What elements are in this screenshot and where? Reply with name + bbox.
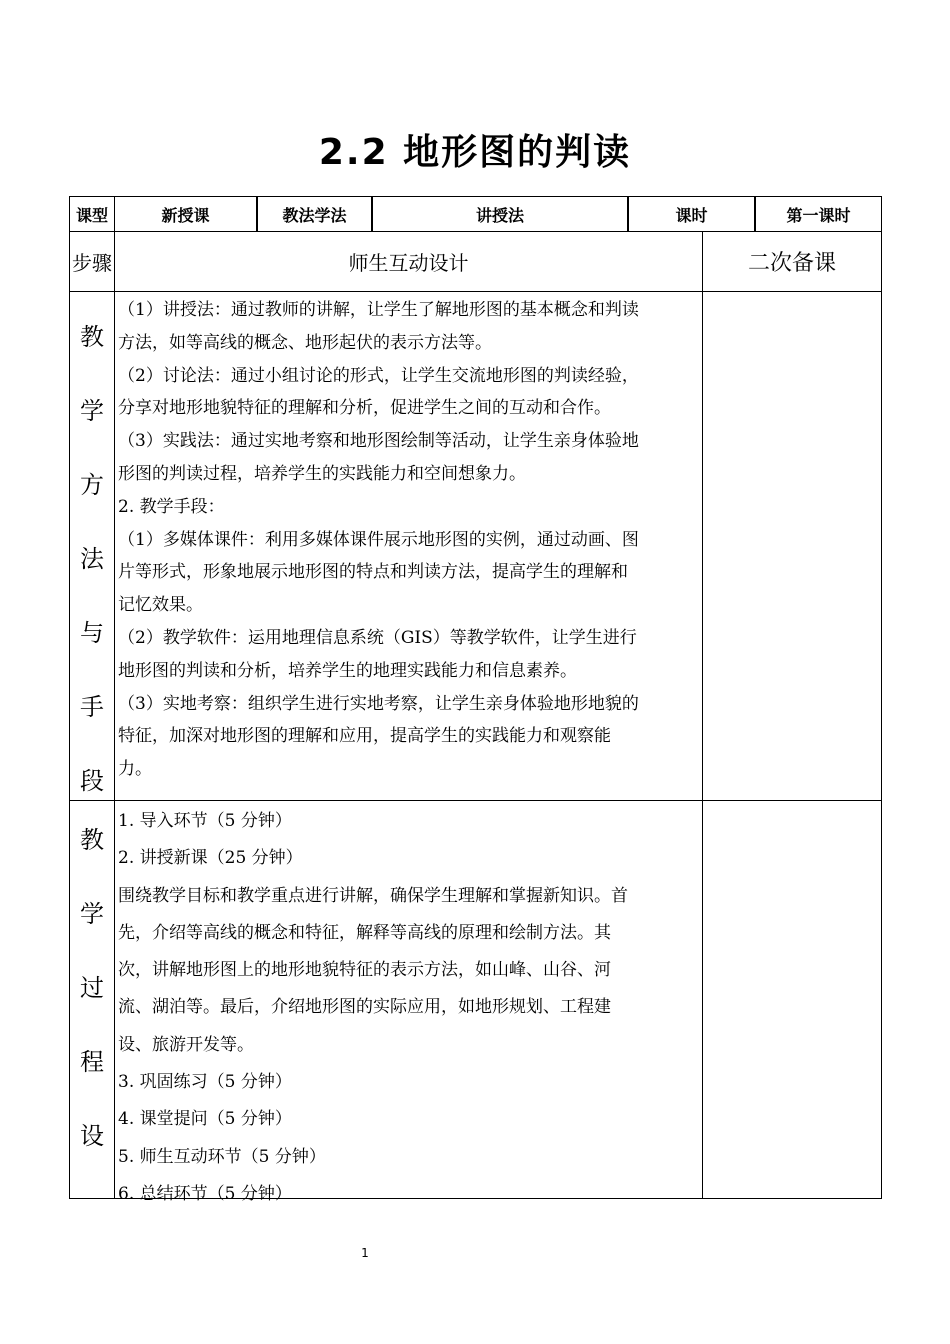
content-line: 特征，加深对地形图的理解和应用，提高学生的实践能力和观察能 — [118, 726, 611, 747]
content-line: 5. 师生互动环节（5 分钟） — [118, 1146, 326, 1167]
process-label-char: 学 — [80, 900, 104, 928]
content-line: 2. 教学手段： — [118, 496, 225, 517]
content-line: 力。 — [118, 759, 152, 780]
methods-label-char: 与 — [80, 619, 104, 647]
methods-label-char: 方 — [80, 471, 104, 499]
content-line: 1. 导入环节（5 分钟） — [118, 811, 292, 831]
second-prep-header: 二次备课 — [702, 231, 882, 292]
method-label: 教法学法 — [257, 196, 372, 232]
period-value: 第一课时 — [755, 196, 882, 232]
process-label-char: 过 — [80, 974, 104, 1002]
content-line: 先，介绍等高线的概念和特征，解释等高线的原理和绘制方法。其 — [118, 922, 611, 943]
page-number: 1 — [361, 1246, 369, 1260]
process-notes — [702, 800, 882, 1199]
content-line: 片等形式，形象地展示地形图的特点和判读方法，提高学生的理解和 — [118, 562, 628, 583]
content-line: 分享对地形地貌特征的理解和分析，促进学生之间的互动和合作。 — [118, 398, 611, 419]
process-label — [69, 800, 115, 1199]
methods-label-char: 教 — [80, 323, 104, 351]
process-label-char: 教 — [80, 826, 104, 854]
page-title: 2.2 地形图的判读 — [318, 132, 632, 173]
content-line: （1）多媒体课件：利用多媒体课件展示地形图的实例，通过动画、图 — [118, 529, 639, 550]
methods-label-char: 段 — [80, 767, 104, 795]
lesson-type-label: 课型 — [69, 196, 115, 232]
design-header: 师生互动设计 — [114, 231, 703, 292]
method-value: 讲授法 — [372, 196, 628, 232]
methods-content — [114, 291, 703, 801]
content-line: 设、旅游开发等。 — [118, 1034, 254, 1055]
content-line: 4. 课堂提问（5 分钟） — [118, 1109, 292, 1130]
content-line: 地形图的判读和分析，培养学生的地理实践能力和信息素养。 — [118, 660, 577, 681]
content-line: 次，讲解地形图上的地形地貌特征的表示方法，如山峰、山谷、河 — [118, 960, 611, 981]
methods-label-char: 学 — [80, 397, 104, 425]
lesson-type-value: 新授课 — [114, 196, 257, 232]
process-content — [114, 800, 703, 1204]
content-line: （2）讨论法：通过小组讨论的形式，让学生交流地形图的判读经验， — [118, 365, 639, 386]
content-line: 围绕教学目标和教学重点进行讲解，确保学生理解和掌握新知识。首 — [118, 885, 628, 906]
content-line: 2. 讲授新课（25 分钟） — [118, 848, 303, 869]
methods-notes — [702, 291, 882, 801]
period-label: 课时 — [628, 196, 755, 232]
content-line: （3）实地考察：组织学生进行实地考察，让学生亲身体验地形地貌的 — [118, 693, 639, 714]
methods-label — [69, 291, 115, 801]
content-line: 方法，如等高线的概念、地形起伏的表示方法等。 — [118, 332, 492, 353]
methods-label-char: 手 — [80, 693, 104, 721]
content-line: （1）讲授法：通过教师的讲解，让学生了解地形图的基本概念和判读 — [118, 300, 639, 320]
content-line: 记忆效果。 — [118, 595, 203, 616]
process-label-char: 程 — [80, 1048, 104, 1076]
content-line: 流、湖泊等。最后，介绍地形图的实际应用，如地形规划、工程建 — [118, 997, 611, 1018]
content-line: 3. 巩固练习（5 分钟） — [118, 1072, 292, 1093]
content-line: （3）实践法：通过实地考察和地形图绘制等活动，让学生亲身体验地 — [118, 431, 639, 452]
content-line: 形图的判读过程，培养学生的实践能力和空间想象力。 — [118, 463, 526, 484]
content-line: （2）教学软件：运用地理信息系统（GIS）等教学软件，让学生进行 — [118, 627, 637, 648]
methods-label-char: 法 — [80, 545, 104, 573]
process-label-char: 设 — [80, 1122, 104, 1150]
step-header: 步骤 — [69, 231, 115, 292]
content-line: 6. 总结环节（5 分钟） — [118, 1183, 292, 1204]
